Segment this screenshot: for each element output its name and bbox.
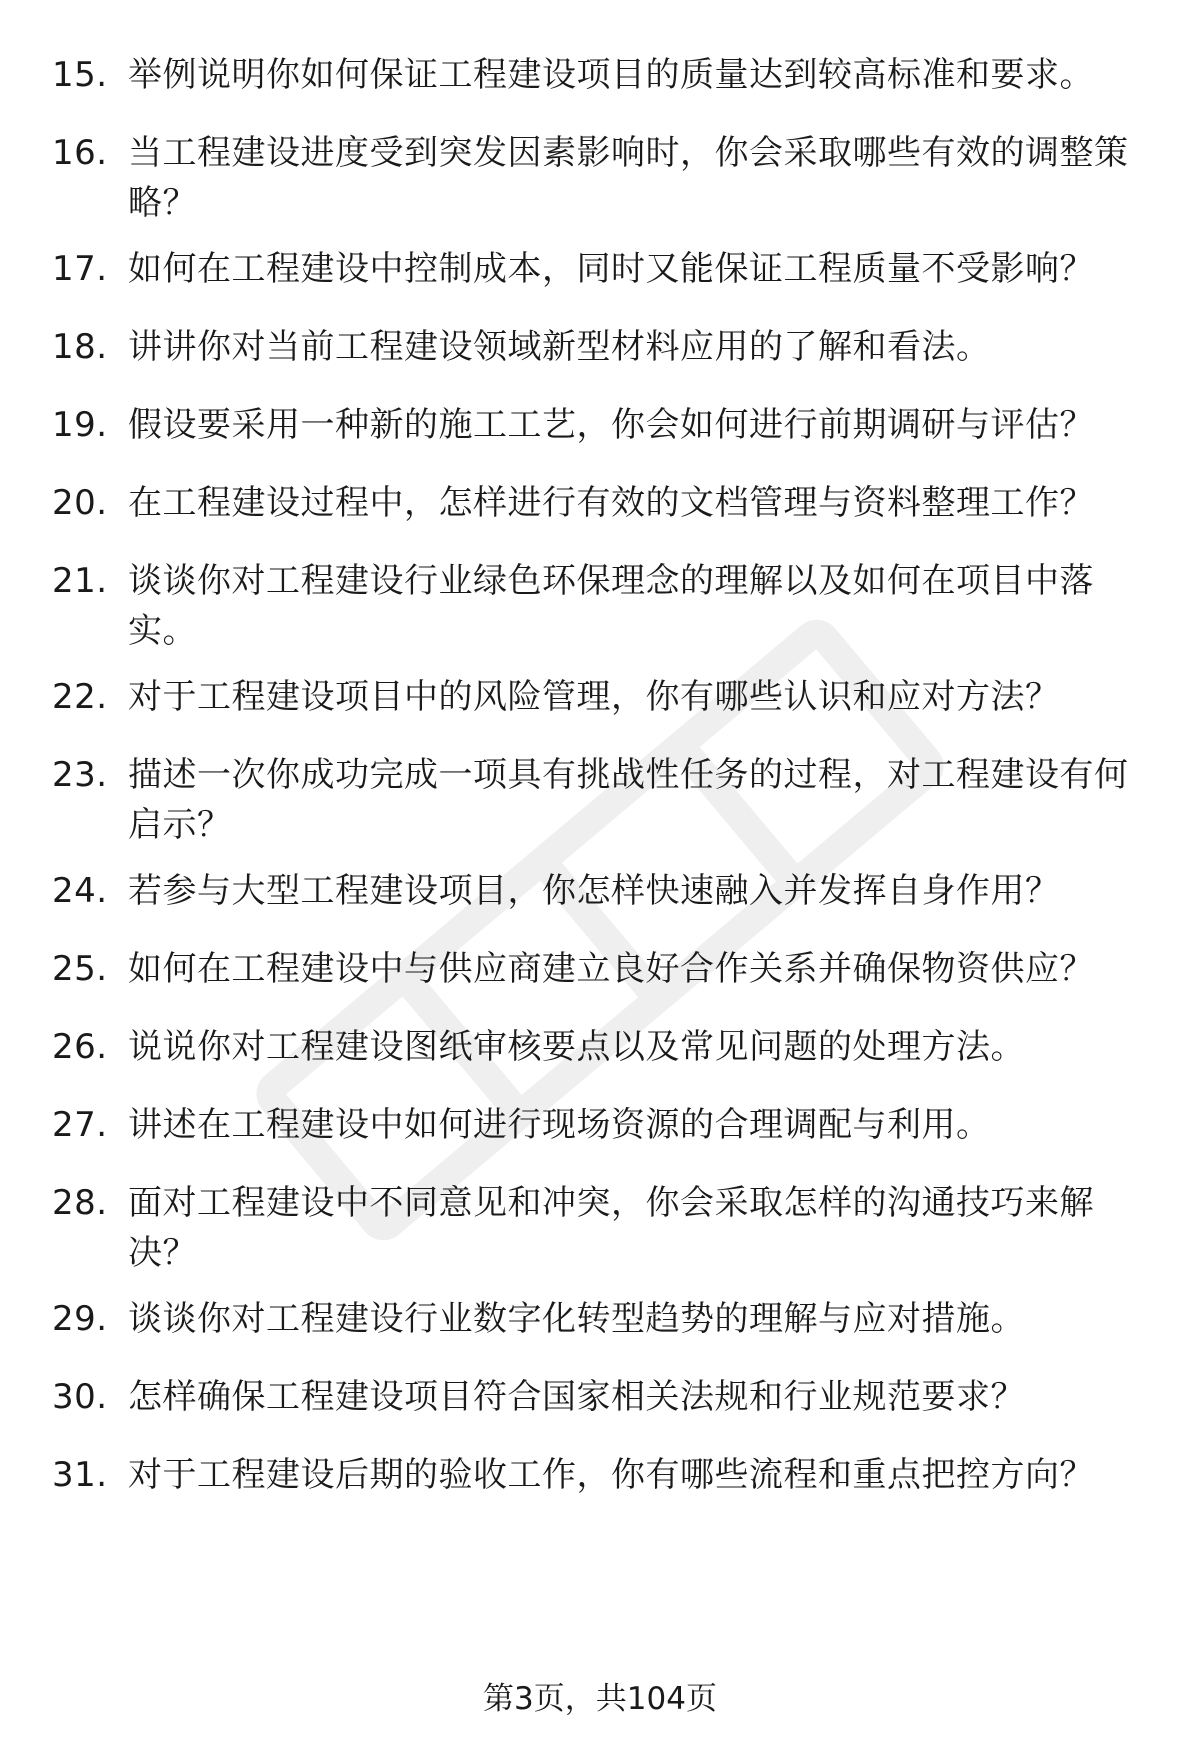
question-text: 假设要采用一种新的施工工艺，你会如何进行前期调研与评估？ (128, 405, 1094, 445)
question-number: 26. (52, 1027, 108, 1067)
question-item (52, 244, 1152, 294)
question-item (52, 1372, 1152, 1422)
question-number: 16. (52, 133, 108, 173)
question-item (52, 556, 1152, 656)
question-text: 讲讲你对当前工程建设领域新型材料应用的了解和看法。 (128, 327, 991, 367)
question-text: 对于工程建设后期的验收工作，你有哪些流程和重点把控方向？ (128, 1455, 1094, 1495)
question-item (52, 1294, 1152, 1344)
page-number-footer: 第3页，共104页 (483, 1681, 717, 1717)
question-number: 23. (52, 755, 108, 795)
question-number: 28. (52, 1183, 108, 1223)
question-number: 18. (52, 327, 108, 367)
question-text: 如何在工程建设中与供应商建立良好合作关系并确保物资供应？ (128, 949, 1094, 989)
question-item (52, 1178, 1152, 1278)
question-text: 谈谈你对工程建设行业数字化转型趋势的理解与应对措施。 (128, 1299, 1025, 1339)
question-number: 22. (52, 677, 108, 717)
question-number: 30. (52, 1377, 108, 1417)
question-item (52, 750, 1152, 850)
question-text: 怎样确保工程建设项目符合国家相关法规和行业规范要求？ (128, 1377, 1025, 1417)
question-text: 如何在工程建设中控制成本，同时又能保证工程质量不受影响？ (128, 249, 1094, 289)
question-text: 说说你对工程建设图纸审核要点以及常见问题的处理方法。 (128, 1027, 1025, 1067)
question-text: 面对工程建设中不同意见和冲突，你会采取怎样的沟通技巧来解决？ (128, 1183, 1094, 1273)
question-number: 19. (52, 405, 108, 445)
question-number: 17. (52, 249, 108, 289)
question-item (52, 944, 1152, 994)
question-text: 谈谈你对工程建设行业绿色环保理念的理解以及如何在项目中落实。 (128, 561, 1094, 651)
question-number: 27. (52, 1105, 108, 1145)
question-number: 20. (52, 483, 108, 523)
question-number: 21. (52, 561, 108, 601)
question-text: 当工程建设进度受到突发因素影响时，你会采取哪些有效的调整策略？ (128, 133, 1129, 223)
question-text: 在工程建设过程中，怎样进行有效的文档管理与资料整理工作？ (128, 483, 1094, 523)
question-number: 29. (52, 1299, 108, 1339)
question-item (52, 1450, 1152, 1500)
question-number: 25. (52, 949, 108, 989)
question-item (52, 1022, 1152, 1072)
question-text: 讲述在工程建设中如何进行现场资源的合理调配与利用。 (128, 1105, 991, 1145)
question-text: 描述一次你成功完成一项具有挑战性任务的过程，对工程建设有何启示？ (128, 755, 1129, 845)
question-item (52, 672, 1152, 722)
question-item (52, 128, 1152, 228)
question-number: 15. (52, 55, 108, 95)
question-number: 31. (52, 1455, 108, 1495)
question-number: 24. (52, 871, 108, 911)
question-text: 若参与大型工程建设项目，你怎样快速融入并发挥自身作用？ (128, 871, 1060, 911)
question-item (52, 400, 1152, 450)
question-text: 举例说明你如何保证工程建设项目的质量达到较高标准和要求。 (128, 55, 1094, 95)
question-text: 对于工程建设项目中的风险管理，你有哪些认识和应对方法？ (128, 677, 1060, 717)
question-item (52, 50, 1152, 100)
question-item (52, 322, 1152, 372)
question-item (52, 1100, 1152, 1150)
question-item (52, 866, 1152, 916)
question-item (52, 478, 1152, 528)
